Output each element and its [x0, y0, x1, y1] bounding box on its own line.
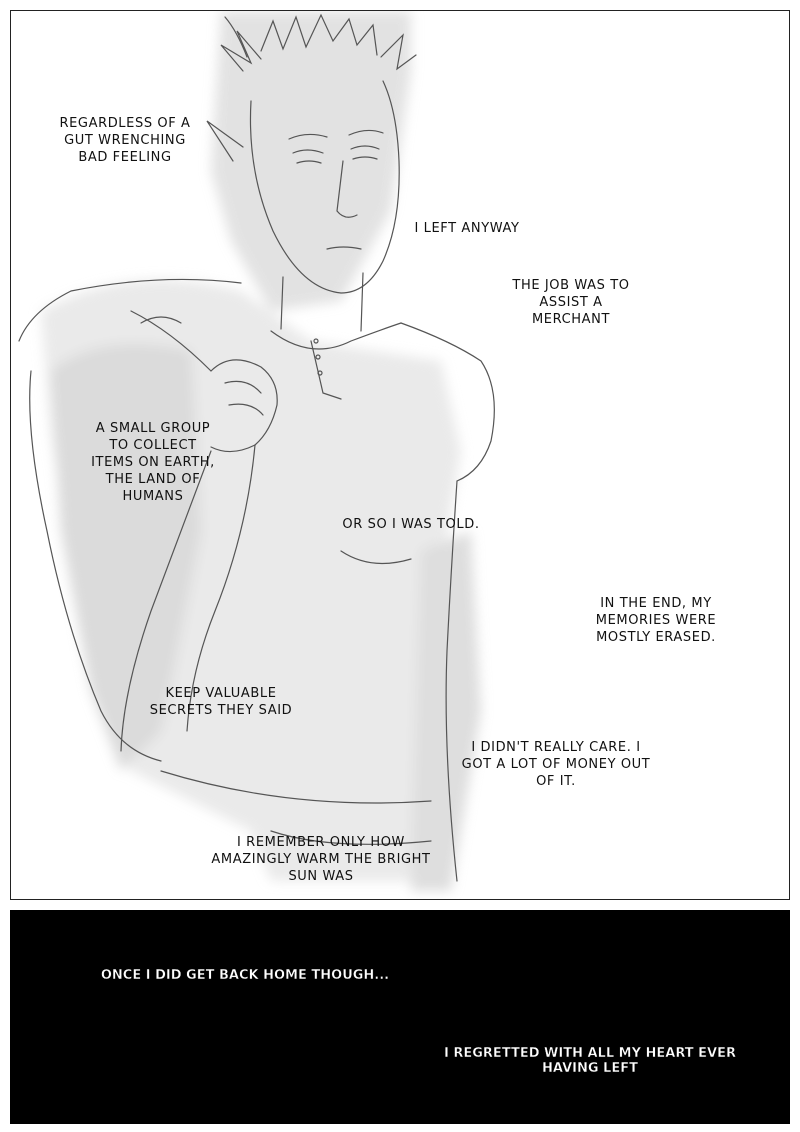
caption-regardless: REGARDLESS OF A GUT WRENCHING BAD FEELING — [59, 116, 191, 165]
caption-regretted: I REGRETTED WITH ALL MY HEART EVER HAVING LEFT — [444, 1046, 736, 1076]
caption-back-home: ONCE I DID GET BACK HOME THOUGH... — [100, 968, 390, 983]
caption-told: OR SO I WAS TOLD. — [342, 517, 480, 532]
caption-sun: I REMEMBER ONLY HOW AMAZINGLY WARM THE BRIGHT SUN WAS — [211, 835, 431, 884]
caption-small-group: A SMALL GROUP TO COLLECT ITEMS ON EARTH, THE LAND OF HUMANS — [91, 421, 215, 504]
caption-job: THE JOB WAS TO ASSIST A MERCHANT — [512, 278, 630, 327]
top-panel — [10, 10, 790, 900]
caption-memories: IN THE END, MY MEMORIES WERE MOSTLY ERASED. — [595, 596, 717, 645]
bottom-panel — [10, 910, 790, 1124]
caption-secrets: KEEP VALUABLE SECRETS THEY SAID — [149, 686, 293, 718]
caption-left-anyway: I LEFT ANYWAY — [414, 221, 520, 236]
caption-money: I DIDN'T REALLY CARE. I GOT A LOT OF MONEY OUT OF IT. — [461, 740, 651, 789]
